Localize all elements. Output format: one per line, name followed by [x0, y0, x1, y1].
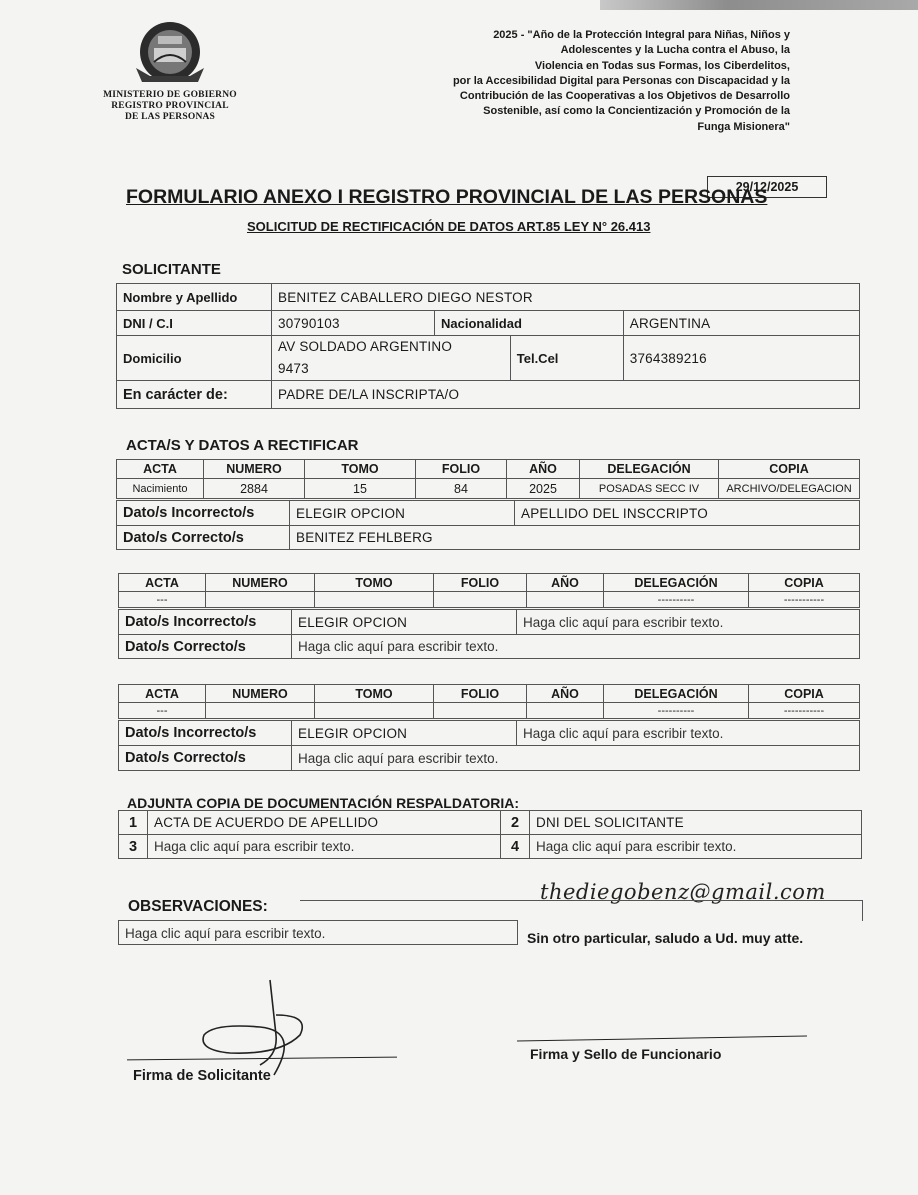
- tomo-cell[interactable]: [315, 592, 434, 608]
- observaciones-heading: OBSERVACIONES:: [128, 898, 268, 915]
- copia-cell[interactable]: -----------: [749, 592, 860, 608]
- col-folio: FOLIO: [434, 685, 527, 703]
- adjunta-item-field[interactable]: ACTA DE ACUERDO DE APELLIDO: [148, 811, 501, 835]
- dni-field[interactable]: 30790103: [272, 311, 435, 336]
- correct-text-field[interactable]: Haga clic aquí para escribir texto.: [292, 746, 860, 771]
- incorrect-text-field[interactable]: APELLIDO DEL INSCCRIPTO: [515, 501, 860, 526]
- adjunta-item-field[interactable]: Haga clic aquí para escribir texto.: [148, 835, 501, 859]
- domicilio-label: Domicilio: [117, 336, 272, 381]
- adjunta-num: 2: [501, 811, 530, 835]
- adjunta-num: 3: [119, 835, 148, 859]
- copia-cell[interactable]: ARCHIVO/DELEGACION: [719, 479, 860, 499]
- caracter-label: En carácter de:: [117, 381, 272, 409]
- tel-field[interactable]: 3764389216: [623, 336, 859, 381]
- col-numero: NUMERO: [204, 460, 305, 479]
- col-folio: FOLIO: [416, 460, 507, 479]
- domicilio-field[interactable]: [272, 336, 511, 381]
- form-subtitle: SOLICITUD DE RECTIFICACIÓN DE DATOS ART.85 LEY N° 26.413: [247, 219, 651, 234]
- incorrect-label: Dato/s Incorrecto/s: [119, 610, 292, 635]
- col-tomo: TOMO: [305, 460, 416, 479]
- nombre-label: Nombre y Apellido: [117, 284, 272, 311]
- caracter-field[interactable]: PADRE DE/LA INSCRIPTA/O: [272, 381, 860, 409]
- correct-text-field[interactable]: BENITEZ FEHLBERG: [290, 526, 860, 550]
- province-seal-icon: [132, 18, 208, 88]
- adjunta-num: 1: [119, 811, 148, 835]
- anio-cell[interactable]: [527, 592, 604, 608]
- acta-block-1: [116, 459, 860, 499]
- col-delegacion: DELEGACIÓN: [604, 574, 749, 592]
- funcionario-signature-line: [517, 1035, 807, 1041]
- ministry-line3: DE LAS PERSONAS: [124, 112, 216, 122]
- numero-cell[interactable]: [206, 592, 315, 608]
- folio-cell[interactable]: [434, 592, 527, 608]
- delegacion-cell[interactable]: POSADAS SECC IV: [580, 479, 719, 499]
- col-numero: NUMERO: [206, 574, 315, 592]
- col-copia: COPIA: [749, 574, 860, 592]
- numero-cell[interactable]: [206, 703, 315, 719]
- correct-label: Dato/s Correcto/s: [119, 635, 292, 659]
- motto-line: Adolescentes y la Lucha contra el Abuso, la: [560, 44, 790, 57]
- nacionalidad-field[interactable]: ARGENTINA: [623, 311, 859, 336]
- year-motto: [405, 28, 790, 135]
- col-delegacion: DELEGACIÓN: [580, 460, 719, 479]
- motto-line: Sostenible, así como la Concientización y Promoción de la: [483, 105, 790, 118]
- acta-cell[interactable]: Nacimiento: [117, 479, 204, 499]
- firma-solicitante-label: Firma de Solicitante: [133, 1068, 271, 1084]
- acta-block-1-datos: [116, 500, 860, 550]
- acta-cell[interactable]: ---: [119, 703, 206, 719]
- incorrect-option-select[interactable]: ELEGIR OPCION: [292, 721, 517, 746]
- acta-block-2: [118, 573, 860, 608]
- anio-cell[interactable]: 2025: [507, 479, 580, 499]
- col-acta: ACTA: [117, 460, 204, 479]
- adjunta-table: [118, 810, 862, 859]
- motto-line: Funga Misionera": [697, 120, 790, 133]
- col-anio: AÑO: [527, 685, 604, 703]
- tomo-cell[interactable]: [315, 703, 434, 719]
- incorrect-text-field[interactable]: Haga clic aquí para escribir texto.: [517, 721, 860, 746]
- observaciones-box-top: [300, 900, 863, 921]
- motto-line: Contribución de las Cooperativas a los Objetivos de Desarrollo: [459, 90, 790, 103]
- motto-line: por la Accesibilidad Digital para Personas con Discapacidad y la: [452, 74, 790, 87]
- correct-text-field[interactable]: Haga clic aquí para escribir texto.: [292, 635, 860, 659]
- col-acta: ACTA: [119, 685, 206, 703]
- adjunta-num: 4: [501, 835, 530, 859]
- delegacion-cell[interactable]: ----------: [604, 703, 749, 719]
- domicilio-line2: 9473: [278, 361, 309, 376]
- col-folio: FOLIO: [434, 574, 527, 592]
- acta-cell[interactable]: ---: [119, 592, 206, 608]
- dni-label: DNI / C.I: [117, 311, 272, 336]
- correct-label: Dato/s Correcto/s: [117, 526, 290, 550]
- anio-cell[interactable]: [527, 703, 604, 719]
- delegacion-cell[interactable]: ----------: [604, 592, 749, 608]
- motto-line: 2025 - "Año de la Protección Integral para Niñas, Niños y: [493, 29, 790, 41]
- acta-block-3-datos: [118, 720, 860, 771]
- firma-funcionario-label: Firma y Sello de Funcionario: [530, 1046, 722, 1062]
- domicilio-line1: AV SOLDADO ARGENTINO: [278, 339, 453, 354]
- acta-block-2-datos: [118, 609, 860, 659]
- closing-text: Sin otro particular, saludo a Ud. muy atte.: [527, 930, 804, 946]
- adjunta-item-field[interactable]: Haga clic aquí para escribir texto.: [530, 835, 862, 859]
- ministry-line2: REGISTRO PROVINCIAL: [111, 101, 229, 111]
- ministry-header: [100, 18, 240, 123]
- tomo-cell[interactable]: 15: [305, 479, 416, 499]
- solicitante-heading: SOLICITANTE: [122, 261, 221, 278]
- acta-block-3: [118, 684, 860, 719]
- tel-label: Tel.Cel: [510, 336, 623, 381]
- col-copia: COPIA: [749, 685, 860, 703]
- folio-cell[interactable]: 84: [416, 479, 507, 499]
- col-tomo: TOMO: [315, 685, 434, 703]
- observaciones-field[interactable]: Haga clic aquí para escribir texto.: [118, 920, 518, 945]
- col-copia: COPIA: [719, 460, 860, 479]
- incorrect-label: Dato/s Incorrecto/s: [119, 721, 292, 746]
- scan-edge-strip: [600, 0, 918, 10]
- actas-heading: ACTA/S Y DATOS A RECTIFICAR: [126, 437, 359, 454]
- ministry-line1: MINISTERIO DE GOBIERNO: [103, 90, 237, 100]
- incorrect-text-field[interactable]: Haga clic aquí para escribir texto.: [517, 610, 860, 635]
- incorrect-option-select[interactable]: ELEGIR OPCION: [290, 501, 515, 526]
- col-anio: AÑO: [507, 460, 580, 479]
- date-field[interactable]: 29/12/2025: [707, 176, 827, 198]
- adjunta-item-field[interactable]: DNI DEL SOLICITANTE: [530, 811, 862, 835]
- adjunta-heading: ADJUNTA COPIA DE DOCUMENTACIÓN RESPALDATORIA:: [127, 795, 519, 811]
- nacionalidad-label: Nacionalidad: [435, 311, 624, 336]
- col-delegacion: DELEGACIÓN: [604, 685, 749, 703]
- nombre-field[interactable]: BENITEZ CABALLERO DIEGO NESTOR: [272, 284, 860, 311]
- solicitante-table: [116, 283, 860, 409]
- motto-line: Violencia en Todas sus Formas, los Ciberdelitos,: [534, 59, 790, 72]
- handwritten-email: thediegobenz@gmail.com: [540, 880, 826, 904]
- col-numero: NUMERO: [206, 685, 315, 703]
- folio-cell[interactable]: [434, 703, 527, 719]
- col-tomo: TOMO: [315, 574, 434, 592]
- incorrect-label: Dato/s Incorrecto/s: [117, 501, 290, 526]
- copia-cell[interactable]: -----------: [749, 703, 860, 719]
- col-acta: ACTA: [119, 574, 206, 592]
- correct-label: Dato/s Correcto/s: [119, 746, 292, 771]
- incorrect-option-select[interactable]: ELEGIR OPCION: [292, 610, 517, 635]
- form-title: FORMULARIO ANEXO I REGISTRO PROVINCIAL DE LAS PERSONAS: [126, 186, 768, 208]
- numero-cell[interactable]: 2884: [204, 479, 305, 499]
- col-anio: AÑO: [527, 574, 604, 592]
